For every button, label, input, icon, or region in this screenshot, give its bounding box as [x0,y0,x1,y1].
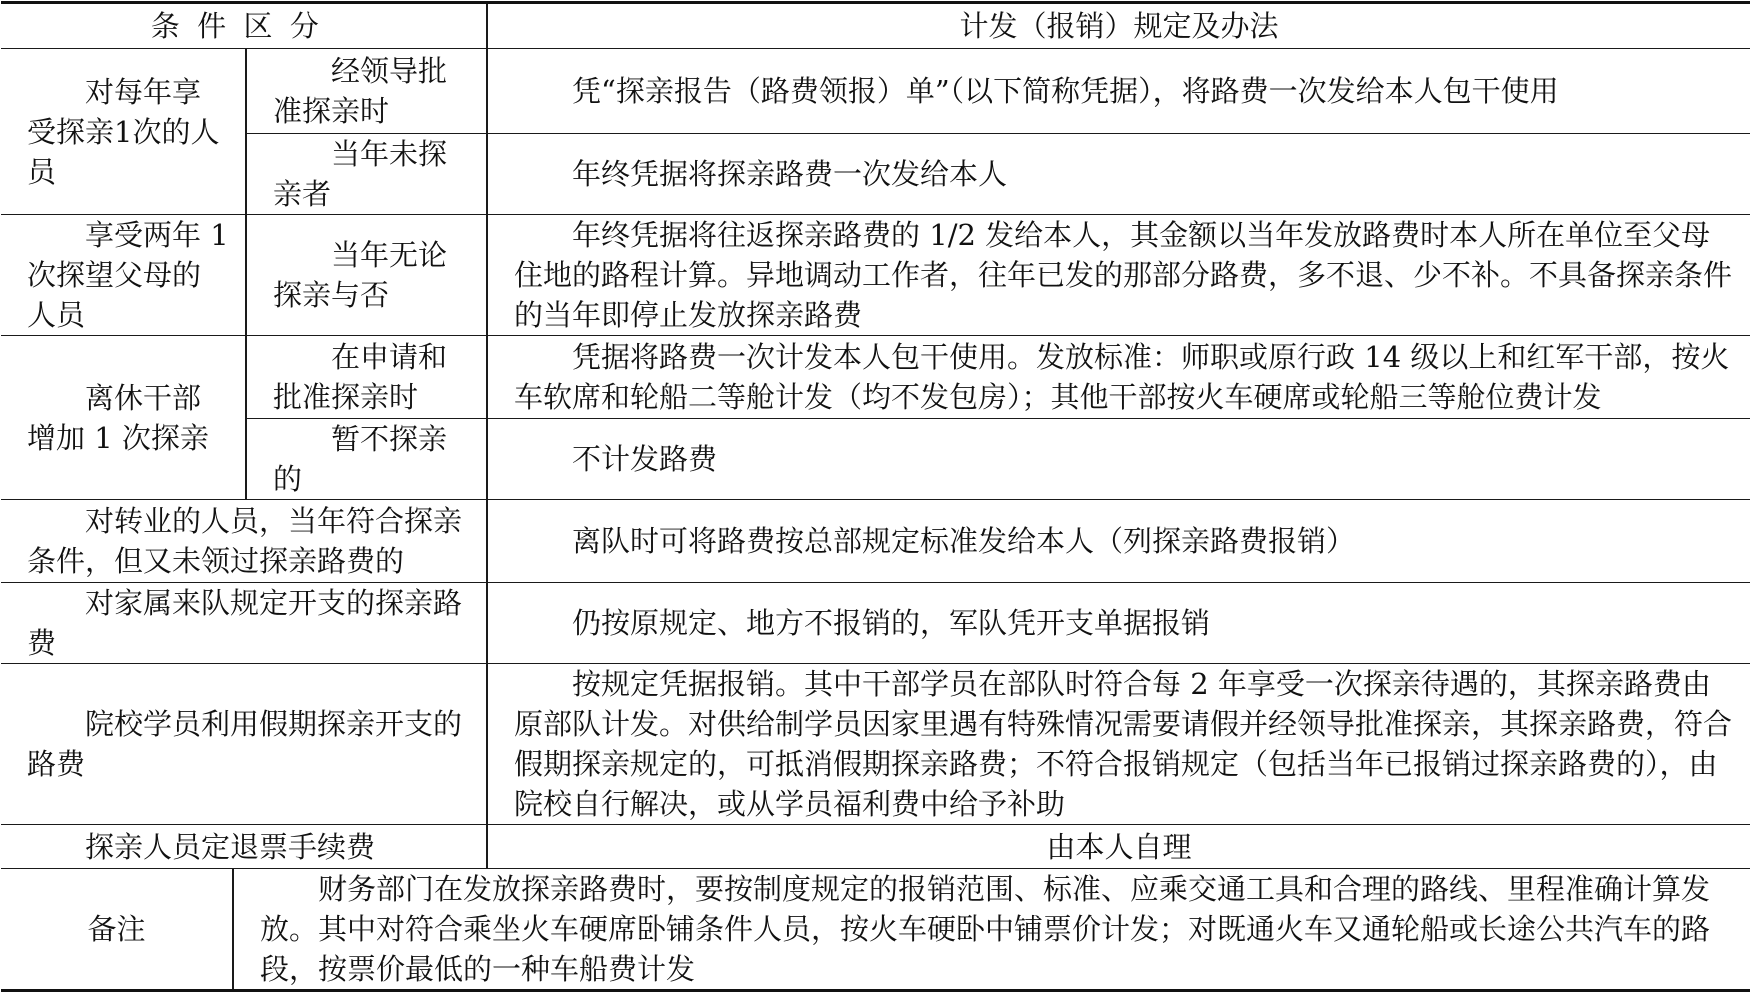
condition-cell: 探亲人员定退票手续费 [1,825,487,869]
header-condition-text: 条件区分 [150,9,337,43]
travel-expense-table [1,1,1750,992]
group-cell: 对每年享受探亲1次的人员 [1,49,246,215]
rule-cell: 年终凭据将探亲路费一次发给本人 [487,134,1750,215]
table-row [1,419,1750,500]
table-row [1,49,1750,134]
table-row [1,134,1750,215]
group-cell: 离休干部增加 1 次探亲 [1,336,246,500]
table-row [1,215,1750,336]
condition-cell: 对转业的人员，当年符合探亲条件，但又未领过探亲路费的 [1,500,487,583]
header-rule: 计发（报销）规定及办法 [487,3,1750,49]
rule-cell: 凭据将路费一次计发本人包干使用。发放标准：师职或原行政 14 级以上和红军干部，按火车软席和轮船二等舱计发（均不发包房）；其他干部按火车硬席或轮船三等舱位费计发 [487,336,1750,419]
rule-cell: 按规定凭据报销。其中干部学员在部队时符合每 2 年享受一次探亲待遇的，其探亲路费由原部队计发。对供给制学员因家里遇有特殊情况需要请假并经领导批准探亲，其探亲路费，符合假期探亲规定的，可抵消假期探亲路费；不符合报销规定（包括当年已报销过探亲路费的），由院校自行解决，或从学员福利费中给予补助 [487,664,1750,825]
header-condition [1,3,487,49]
note-label: 备注 [1,869,233,991]
table-row [1,583,1750,664]
table-row [1,500,1750,583]
sub-condition-cell: 经领导批准探亲时 [246,49,487,134]
table-header-row [1,3,1750,49]
rule-cell: 离队时可将路费按总部规定标准发给本人（列探亲路费报销） [487,500,1750,583]
condition-cell: 院校学员利用假期探亲开支的路费 [1,664,487,825]
note-text: 财务部门在发放探亲路费时，要按制度规定的报销范围、标准、应乘交通工具和合理的路线、里程准确计算发放。其中对符合乘坐火车硬席卧铺条件人员，按火车硬卧中铺票价计发；对既通火车又通轮船或长途公共汽车的路段，按票价最低的一种车船费计发 [233,869,1750,991]
sub-condition-cell: 当年未探亲者 [246,134,487,215]
table-row [1,336,1750,419]
table-row [1,664,1750,825]
condition-cell: 对家属来队规定开支的探亲路费 [1,583,487,664]
rule-cell: 年终凭据将往返探亲路费的 1/2 发给本人，其金额以当年发放路费时本人所在单位至父母住地的路程计算。异地调动工作者，往年已发的那部分路费，多不退、少不补。不具备探亲条件的当年即停止发放探亲路费 [487,215,1750,336]
sub-condition-cell: 暂不探亲的 [246,419,487,500]
rule-cell: 凭“探亲报告（路费领报）单”（以下简称凭据），将路费一次发给本人包干使用 [487,49,1750,134]
note-row [1,869,1750,991]
group-cell: 享受两年 1 次探望父母的人员 [1,215,246,336]
rule-cell: 不计发路费 [487,419,1750,500]
sub-condition-cell: 在申请和批准探亲时 [246,336,487,419]
rule-cell: 仍按原规定、地方不报销的，军队凭开支单据报销 [487,583,1750,664]
rule-cell: 由本人自理 [487,825,1750,869]
table-row [1,825,1750,869]
sub-condition-cell: 当年无论探亲与否 [246,215,487,336]
